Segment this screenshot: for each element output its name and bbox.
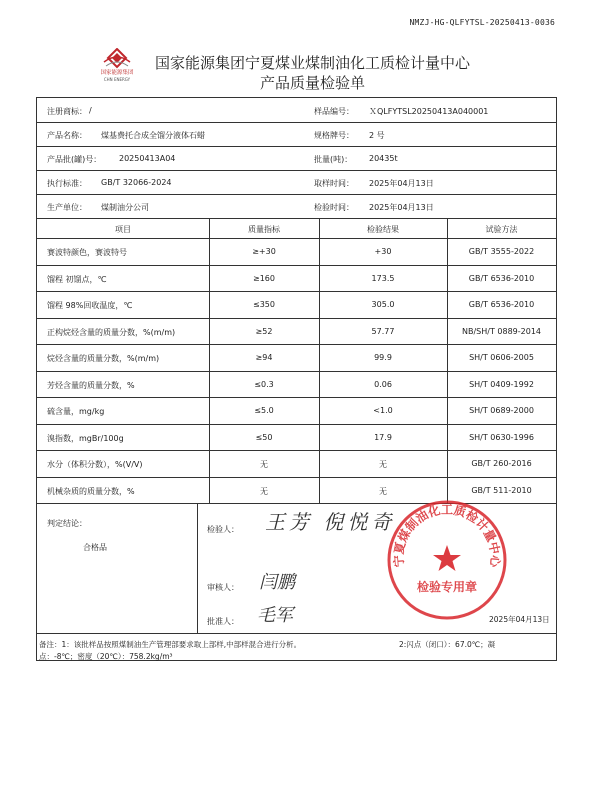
table-cell: ≥160 [253,273,275,283]
document-title: 产品质量检验单 [259,74,365,92]
table-cell: 烷烃含量的质量分数，%(m/m) [47,354,160,363]
quantity-value: 20435t [369,154,398,163]
table-cell: NB/SH/T 0889-2014 [462,326,541,336]
test-time-label: 检验时间： [314,203,354,212]
column-divider [197,503,198,633]
table-cell: SH/T 0630-1996 [469,432,534,442]
header-row-2 [37,122,556,146]
table-cell: GB/T 6536-2010 [468,273,535,283]
conclusion-value: 合格品 [83,543,107,552]
table-cell: 硫含量，mg/kg [47,407,105,416]
table-cell: 173.5 [371,273,395,283]
row-divider [37,424,556,425]
approver-signature: 毛军 [257,605,293,626]
table-cell: 馏程 初馏点，℃ [47,274,107,284]
inspector-label: 检验人： [207,525,239,534]
seal-text: 宁夏煤制油化工质检计量中心 [391,502,503,568]
table-cell: ≥52 [255,326,273,336]
column-divider [319,218,320,503]
spec-label: 规格牌号： [314,131,354,140]
table-cell: 305.0 [371,300,395,309]
table-header-cell: 质量指标 [248,225,280,234]
spec-value: 2 号 [369,131,385,140]
batch-label: 产品批(罐)号： [47,155,102,164]
table-cell: 赛波特颜色，赛波特号 [47,248,127,257]
notes-divider [37,633,556,634]
row-divider [37,477,556,478]
header-row-4 [37,170,556,194]
inspection-seal [384,497,510,623]
document-number: NMZJ-HG-QLFYTSL-20250413-0036 [409,18,555,27]
table-cell: ≤350 [253,300,275,309]
table-cell: SH/T 0689-2000 [469,406,534,415]
reviewer-signature: 闫鹏 [259,572,295,593]
table-cell: SH/T 0409-1992 [469,379,534,389]
quantity-label: 批量(吨)： [314,155,353,164]
table-cell: <1.0 [373,406,393,415]
table-cell: GB/T 511-2010 [471,485,532,495]
test-time-value: 2025年04月13日 [369,203,434,212]
table-cell: ≥+30 [252,247,276,256]
table-cell: 57.77 [371,326,395,336]
producer-value: 煤制油分公司 [101,203,149,212]
sampling-time-value: 2025年04月13日 [369,179,434,188]
row-divider [37,238,556,239]
table-cell: GB/T 6536-2010 [468,300,535,309]
row-divider [37,291,556,292]
table-cell: ≤50 [255,432,273,442]
table-cell: 无 [379,460,387,469]
seal-center-text: 检验专用章 [416,580,478,594]
row-divider [37,146,556,147]
row-divider [37,194,556,195]
logo-text-en: CHN ENERGY [103,77,131,82]
producer-label: 生产单位： [47,203,87,212]
row-divider [37,122,556,123]
table-cell: 无 [379,486,387,496]
inspector-signature: 王芳 倪悦奇 [265,510,396,534]
reviewer-label: 审核人： [207,583,239,592]
table-header-cell: 检验结果 [367,225,399,234]
logo-text-cn: 国家能源集团 [100,70,134,76]
row-divider [37,265,556,266]
table-cell: SH/T 0606-2005 [469,353,534,362]
note-line-2: 点：-8℃；密度（20℃）：758.2kg/m³ [39,652,173,661]
note-line-1: 备注：1：该批样品按照煤制油生产管理部要求取上部样,中部样混合进行分析。 [39,640,302,649]
table-cell: ≤5.0 [254,406,274,415]
header-row-1 [37,98,556,122]
row-divider [37,318,556,319]
row-divider [37,450,556,451]
note-line-1b: 2:闪点（闭口）：67.0℃；凝 [399,640,496,649]
table-cell: 无 [260,486,268,496]
sampling-time-label: 取样时间： [314,179,354,188]
table-header-cell: 试验方法 [485,225,518,234]
sample-no-value: ＸQLFYTSL20250413A040001 [369,107,489,116]
table-cell: ≤0.3 [254,379,274,389]
table-cell: +30 [374,247,392,256]
batch-value: 20250413A04 [119,154,176,163]
column-divider [209,218,210,503]
table-cell: GB/T 260-2016 [471,459,532,468]
approver-label: 批准人： [207,617,239,626]
table-cell: 无 [260,460,268,469]
table-header-cell: 项目 [115,225,131,234]
header-row-3 [37,146,556,170]
conclusion-label: 判定结论： [47,519,87,528]
seal-date: 2025年04月13日 [489,615,550,624]
row-divider [37,344,556,345]
table-cell: 馏程 98%回收温度，℃ [47,301,133,310]
table-cell: 0.06 [374,379,392,389]
sample-no-label: 样品编号： [314,107,354,116]
table-cell: 水分（体积分数），%(V/V) [47,460,143,469]
organization-title: 国家能源集团宁夏煤业煤制油化工质检计量中心 [154,54,470,72]
row-divider [37,397,556,398]
table-cell: 正构烷烃含量的质量分数，%(m/m) [47,327,176,337]
product-name-value: 煤基费托合成全馏分液体石蜡 [101,131,205,140]
table-cell: 17.9 [374,432,392,442]
column-divider [447,218,448,503]
table-cell: GB/T 3555-2022 [468,247,535,256]
standard-value: GB/T 32066-2024 [101,178,172,187]
product-name-label: 产品名称： [47,131,87,140]
table-cell: 溴指数，mgBr/100g [47,433,124,443]
table-cell: ≥94 [255,353,273,362]
table-cell: 芳烃含量的质量分数，% [47,380,135,390]
seal-stamp-icon [384,497,510,623]
standard-label: 执行标准： [47,179,87,188]
trademark-label: 注册商标： [47,107,87,116]
row-divider [37,170,556,171]
row-divider [37,371,556,372]
trademark-value: / [89,106,92,115]
table-cell: 99.9 [374,353,392,362]
row-divider [37,218,556,219]
table-cell: 机械杂质的质量分数，% [47,486,135,496]
header-row-5 [37,194,556,218]
